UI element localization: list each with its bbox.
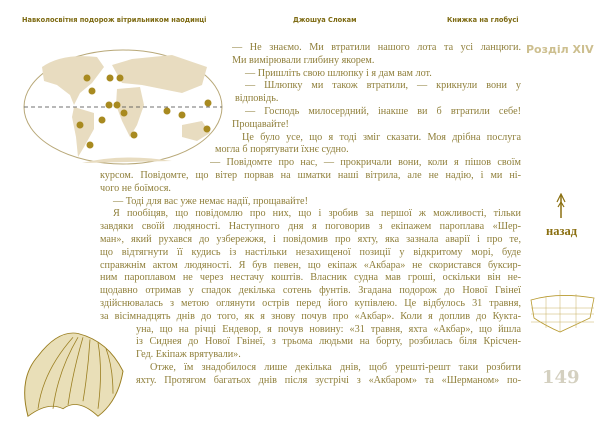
text-line: відповідь. bbox=[235, 93, 279, 105]
text-line: — Не знаємо. Ми втратили нашого лота та усі ланцюги. bbox=[232, 42, 521, 53]
text-line: щодавно отримав у спадок декілька сотень фунтів. Згадана подорож до Нової Гвінеї bbox=[100, 285, 521, 297]
text-line: завдяки своїй людяності. Наступного дня я поговорив з екіпажем пароплава «Шер- bbox=[100, 221, 521, 233]
text-line: ман», який рухався до узбережжя, і повідомив про яхту, яка зазнала аварії і про те, bbox=[100, 234, 521, 245]
text-line: — Пришліть свою шлюпку і я дам вам лот. bbox=[245, 67, 432, 79]
site-name: Книжка на глобусі bbox=[447, 16, 519, 24]
text-line: курсом. Повідомте, що вітер порвав на шматки наші вітрила, але не надію, і ми ні- bbox=[100, 170, 521, 181]
text-line: уна, що на річці Ендевор, я почув новину: «31 травня, яхта «Акбар», що йшла bbox=[136, 323, 521, 335]
shell-illustration bbox=[18, 326, 128, 420]
text-line: що відтягнути її кудись із настільки незахищеної позиції у відкритому морі, буде bbox=[100, 246, 521, 258]
text-line: Прощавайте! bbox=[232, 118, 289, 130]
text-line: чого не боїмося. bbox=[100, 182, 171, 194]
text-line: Це було усе, що я тоді зміг сказати. Моя дрібна послуга bbox=[242, 131, 521, 143]
text-line: Отже, їм знадобилося лише декілька днів, щоб урешті-решт таки розбити bbox=[150, 362, 521, 373]
ship-hull-drawing bbox=[528, 290, 598, 340]
text-line: Ми вимірювали глибину якорем. bbox=[232, 54, 375, 66]
author: Джошуа Слокам bbox=[293, 16, 357, 24]
chapter-label: Розділ XIV bbox=[526, 43, 594, 56]
text-line: Я пообіцяв, що повідомлю про них, що і зробив за першої ж можливості, тільки bbox=[113, 208, 521, 220]
text-line: справжнім актом людяності. Я був певен, що екіпаж «Акбара» не скористався буксир- bbox=[100, 259, 521, 271]
text-line: за вісімнадцять днів до того, як я знову почув про «Акбар». Коли я доплив до Кукта- bbox=[100, 310, 521, 322]
text-line: — Шлюпку ми також втратили, — крикнули вони у bbox=[245, 80, 521, 92]
text-line: здійснювалась з метою оглянути острів перед його купівлею. Це відбулось 31 травня, bbox=[100, 298, 521, 309]
world-map-route-illustration bbox=[22, 45, 224, 165]
text-line: ним пароплавом не через нестачу коштів. Власник судна мав гроші, оскільки він не- bbox=[100, 272, 521, 284]
text-line: яхту. Протягом багатьох днів після зустрічі з «Акбаром» та «Шерманом» по- bbox=[136, 374, 521, 386]
text-line: — Повідомте про нас, — прокричали вони, коли я пішов своїм bbox=[210, 157, 521, 169]
text-line: Гед. Екіпаж врятували». bbox=[136, 349, 241, 361]
text-line: — Тоді для вас уже немає надії, прощавайте! bbox=[113, 195, 308, 207]
page-number: 149 bbox=[542, 367, 580, 388]
arrow-up-icon[interactable] bbox=[555, 193, 567, 219]
text-line: із Сиднея до Нової Гвінеї, з трьома людьми на борту, розбилась біля Крісчен- bbox=[136, 336, 521, 348]
book-title: Навколосвітня подорож вітрильником наодинці bbox=[22, 16, 207, 24]
text-line: — Господь милосердний, інакше ви б втратили себе! bbox=[245, 106, 521, 117]
back-link[interactable]: назад bbox=[546, 224, 578, 238]
text-line: могла б порятувати їхнє судно. bbox=[215, 144, 349, 156]
